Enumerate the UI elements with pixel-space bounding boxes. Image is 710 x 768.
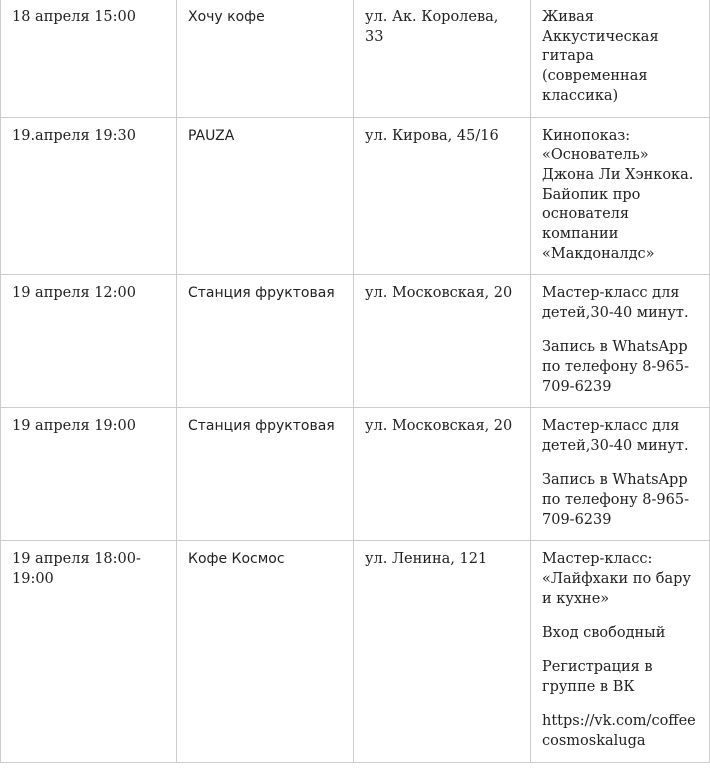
event-place: Станция фруктовая: [177, 408, 354, 541]
description-text: Мастер-класс для детей,30-40 минут.: [542, 285, 689, 322]
event-place: Станция фруктовая: [177, 275, 354, 408]
event-description: [531, 541, 710, 762]
event-place: Хочу кофе: [177, 0, 354, 117]
event-place: PAUZA: [177, 117, 354, 275]
event-datetime: 19.апреля 19:30: [1, 117, 177, 275]
description-text: Мастер-класс: «Лайфхаки по бару и кухне»: [542, 551, 691, 607]
event-description: [531, 275, 710, 408]
description-contact: Запись в WhatsApp по телефону 8-965-709-6239: [542, 339, 689, 395]
event-address: ул. Кирова, 45/16: [354, 117, 531, 275]
event-address: ул. Ак. Королева, 33: [354, 0, 531, 117]
table-row: [1, 541, 710, 762]
event-place: Кофе Космос: [177, 541, 354, 762]
table-row: [1, 408, 710, 541]
table-row: [1, 117, 710, 275]
table-row: [1, 0, 710, 117]
event-description: [531, 117, 710, 275]
description-registration: Регистрация в группе в ВК: [542, 659, 653, 695]
event-datetime: 19 апреля 12:00: [1, 275, 177, 408]
event-description: [531, 0, 710, 117]
event-address: ул. Московская, 20: [354, 408, 531, 541]
description-text: Живая Аккустическая гитара (современная классика): [542, 9, 659, 104]
event-datetime: 19 апреля 19:00: [1, 408, 177, 541]
description-contact: Запись в WhatsApp по телефону 8-965-709-6239: [542, 472, 689, 528]
description-text: Мастер-класс для детей,30-40 минут.: [542, 418, 689, 455]
description-entry: Вход свободный: [542, 625, 666, 642]
description-text: Кинопоказ: «Основатель» Джона Ли Хэнкока. Байопик про основателя компании «Макдоналдс»: [542, 127, 694, 262]
event-datetime: 18 апреля 15:00: [1, 0, 177, 117]
event-address: ул. Московская, 20: [354, 275, 531, 408]
description-link[interactable]: https://vk.com/coffeecosmoskaluga: [542, 713, 696, 749]
event-address: ул. Ленина, 121: [354, 541, 531, 762]
event-datetime: 19 апреля 18:00-19:00: [1, 541, 177, 762]
table-row: [1, 275, 710, 408]
event-description: [531, 408, 710, 541]
